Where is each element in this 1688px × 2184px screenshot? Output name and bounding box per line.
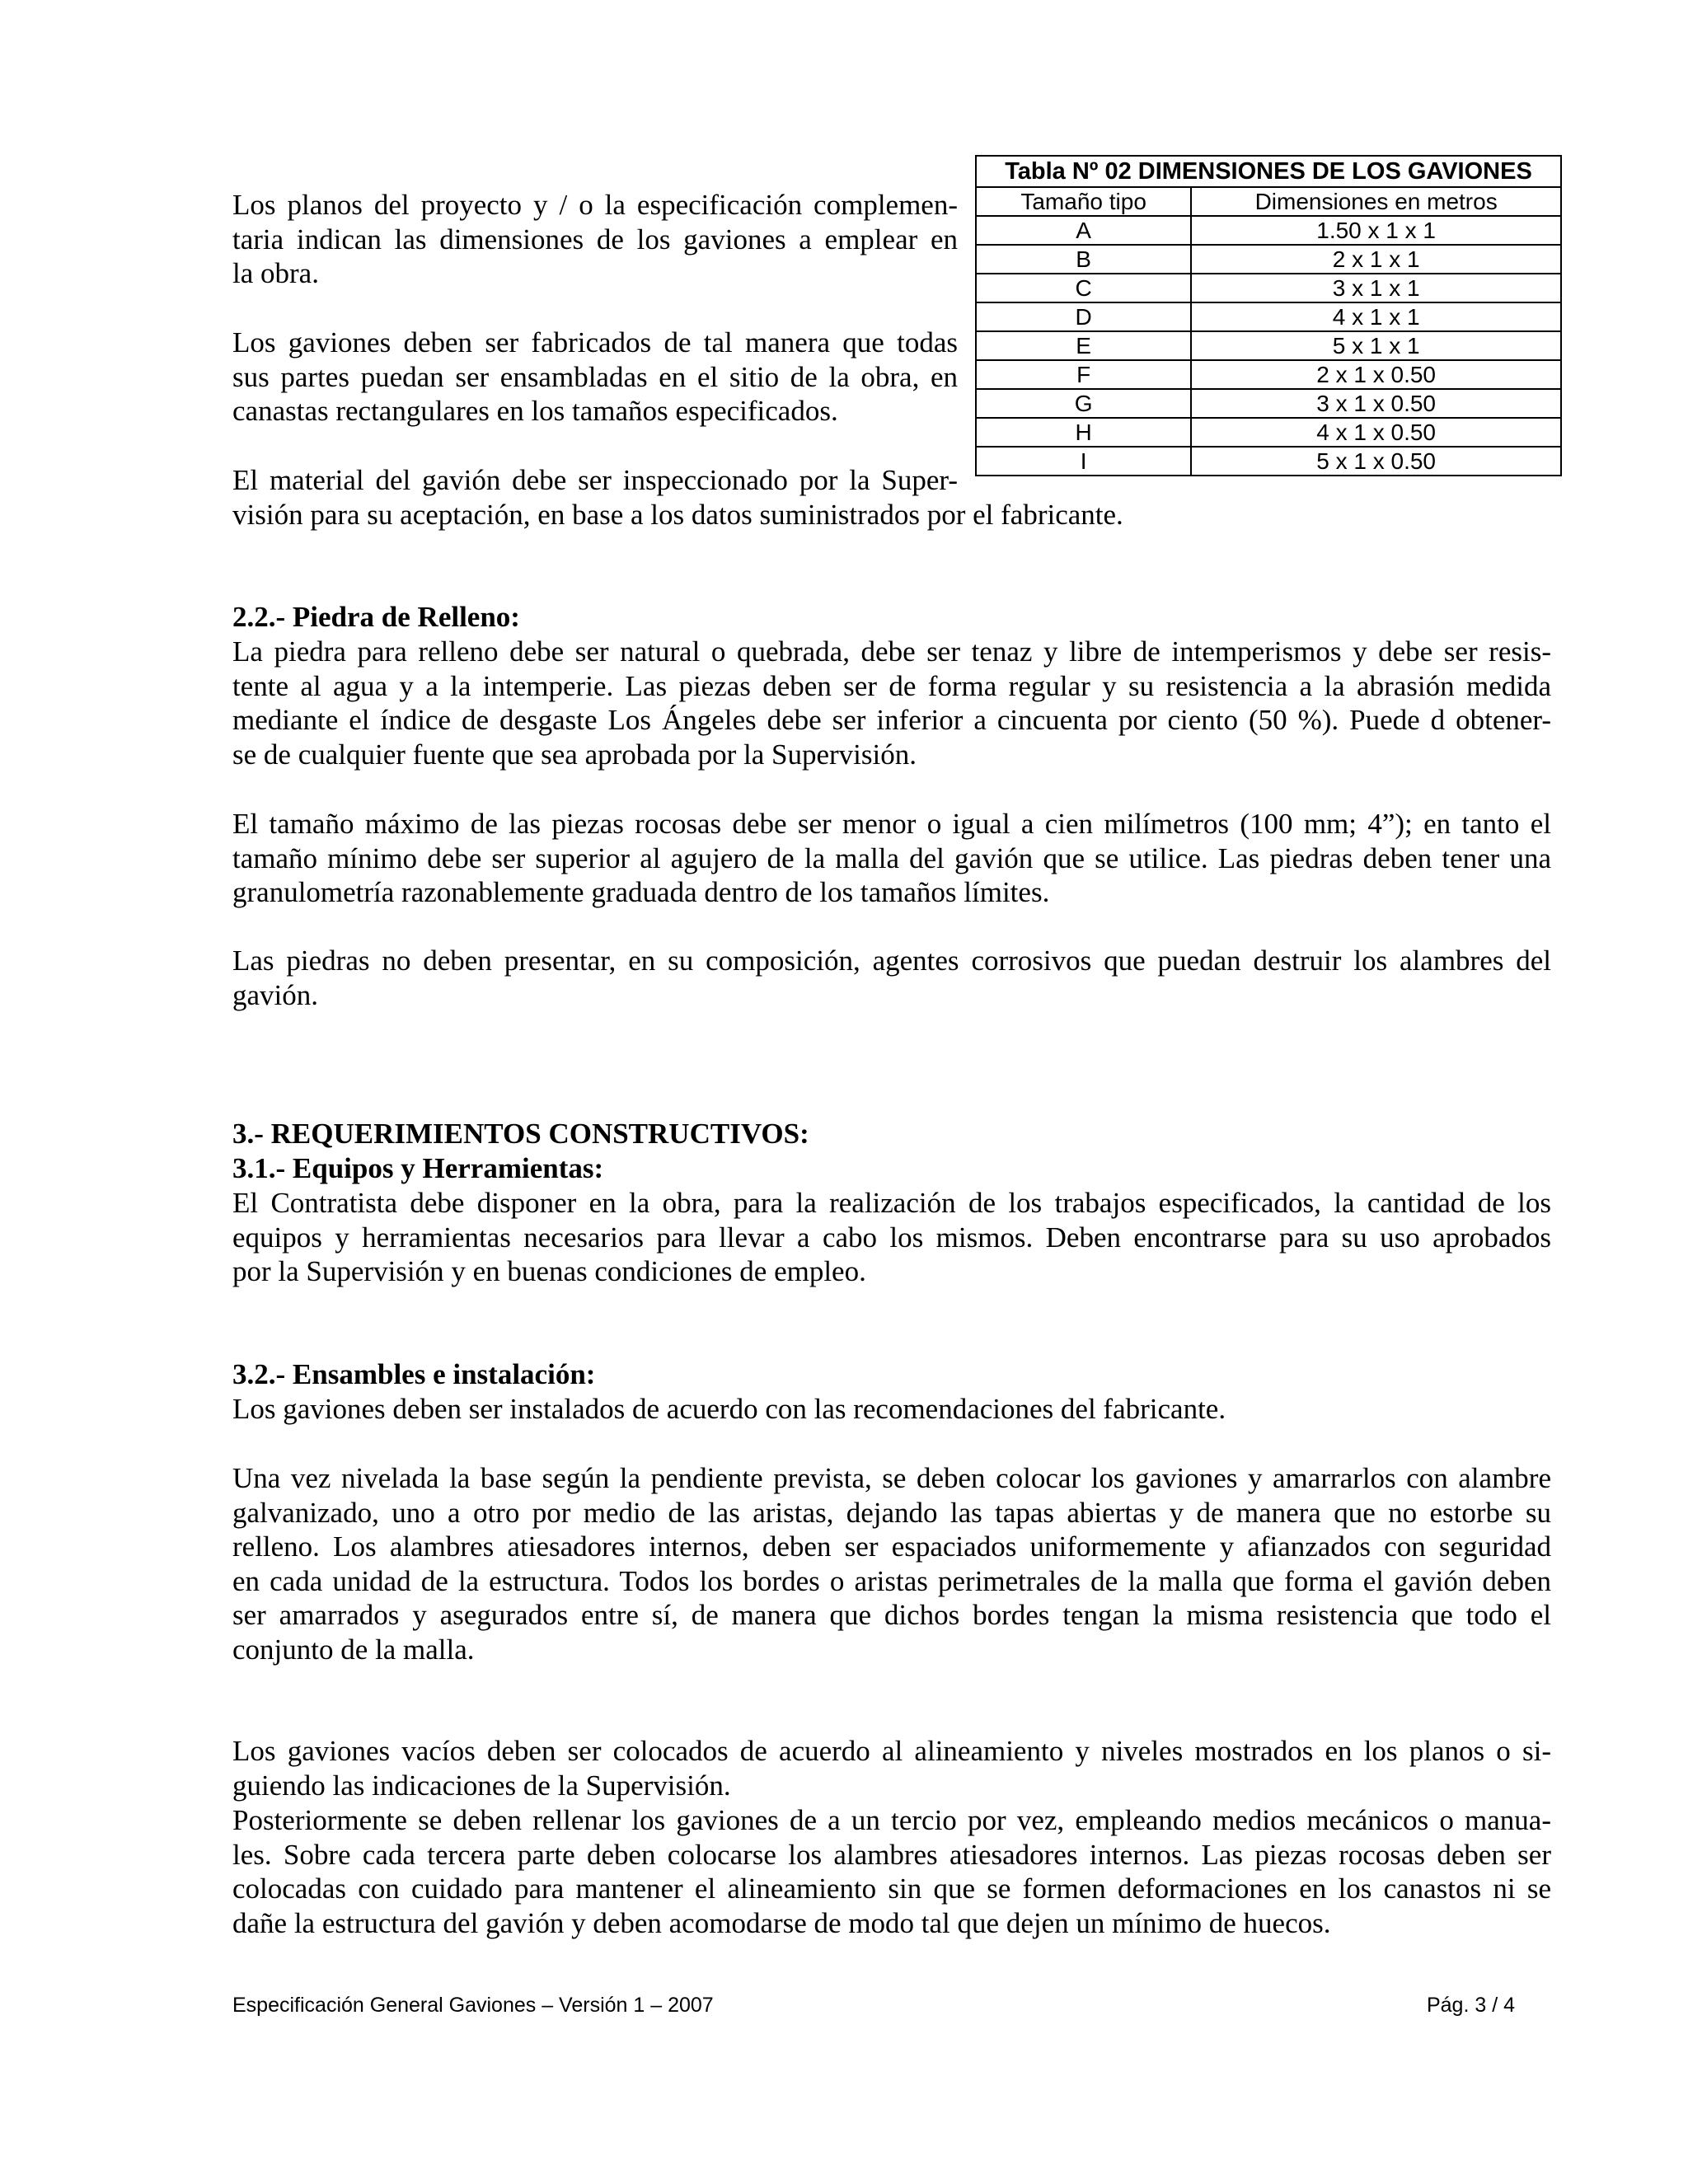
text-line: Las piedras no deben presentar, en su composición, agentes corrosivos que puedan destruir los alambres del <box>232 944 1551 977</box>
text-line: conjunto de la malla. <box>232 1633 475 1666</box>
text-line: La piedra para relleno debe ser natural o quebrada, debe ser tenaz y libre de intemperismos y debe ser resis- <box>232 635 1551 668</box>
dimensions-table <box>975 155 1562 476</box>
text-line: ser amarrados y asegurados entre sí, de manera que dichos bordes tengan la misma resistencia que todo el <box>232 1599 1551 1632</box>
table-cell: C <box>976 274 1191 302</box>
table-cell: 3 x 1 x 1 <box>1191 274 1561 302</box>
table-cell: D <box>976 302 1191 331</box>
table-cell: G <box>976 389 1191 418</box>
table-row <box>976 302 1561 331</box>
table-cell: 2 x 1 x 1 <box>1191 245 1561 274</box>
text-line: El material del gavión debe ser inspeccionado por la Super- <box>232 464 958 496</box>
table-row <box>976 418 1561 447</box>
text-line: visión para su aceptación, en base a los datos suministrados por el fabricante. <box>232 498 1123 531</box>
text-line: les. Sobre cada tercera parte deben colocarse los alambres atiesadores internos. Las piezas rocosas deben ser <box>232 1838 1551 1871</box>
text-line: tamaño mínimo debe ser superior al agujero de la malla del gavión que se utilice. Las piedras deben tener una <box>232 841 1551 874</box>
text-line: colocadas con cuidado para mantener el alineamiento sin que se formen deformaciones en los canastos ni se <box>232 1872 1551 1905</box>
s22-paragraph-3 <box>232 944 1551 1012</box>
text-line: Los gaviones deben ser fabricados de tal manera que todas <box>232 326 958 359</box>
table-cell: 4 x 1 x 0.50 <box>1191 418 1561 447</box>
table-cell: H <box>976 418 1191 447</box>
text-line: Los planos del proyecto y / o la especificación complemen- <box>232 189 958 221</box>
text-line: taria indican las dimensiones de los gaviones a emplear en <box>232 223 958 255</box>
text-line: se de cualquier fuente que sea aprobada por la Supervisión. <box>232 738 917 771</box>
text-line: Una vez nivelada la base según la pendiente prevista, se deben colocar los gaviones y amarrarlos con alambre <box>232 1462 1551 1494</box>
table-row <box>976 245 1561 274</box>
s22-paragraph-2 <box>232 807 1551 910</box>
section-3-1-heading: 3.1.- Equipos y Herramientas: <box>232 1152 604 1184</box>
table-row <box>976 331 1561 360</box>
section-2-2-heading: 2.2.- Piedra de Relleno: <box>232 601 520 633</box>
table-caption-row <box>976 156 1561 187</box>
text-line: dañe la estructura del gavión y deben acomodarse de modo tal que dejen un mínimo de huecos. <box>232 1906 1331 1939</box>
table-row <box>976 360 1561 389</box>
intro-paragraph-2 <box>232 326 958 429</box>
table-row <box>976 216 1561 245</box>
intro-paragraph-3 <box>232 463 1551 532</box>
text-line: Posteriormente se deben rellenar los gaviones de a un tercio por vez, empleando medios mecánicos o manua- <box>232 1804 1551 1836</box>
s32-paragraph-1 <box>232 1392 1551 1427</box>
s22-paragraph-1 <box>232 635 1551 771</box>
table-cell: 1.50 x 1 x 1 <box>1191 216 1561 245</box>
text-line: gavión. <box>232 978 319 1011</box>
text-line: granulometría razonablemente graduada dentro de los tamaños límites. <box>232 876 1050 909</box>
table-cell: A <box>976 216 1191 245</box>
text-line: equipos y herramientas necesarios para llevar a cabo los mismos. Deben encontrarse para su uso aprobados <box>232 1221 1551 1254</box>
text-line: galvanizado, uno a otro por medio de las aristas, dejando las tapas abiertas y de manera que no estorbe su <box>232 1496 1551 1529</box>
table-cell: B <box>976 245 1191 274</box>
text-line: en cada unidad de la estructura. Todos los bordes o aristas perimetrales de la malla que forma el gavión deben <box>232 1564 1551 1597</box>
table-caption: Tabla Nº 02 DIMENSIONES DE LOS GAVIONES <box>976 156 1561 187</box>
text-line: canastas rectangulares en los tamaños especificados. <box>232 395 838 428</box>
table-row <box>976 389 1561 418</box>
s31-paragraph-1 <box>232 1186 1551 1289</box>
footer-document-title: Especificación General Gaviones – Versión 1 – 2007 <box>232 1994 714 2017</box>
table-row <box>976 274 1561 302</box>
table-cell: I <box>976 447 1191 476</box>
s32-paragraph-4 <box>232 1803 1551 1940</box>
table-header-dimensions: Dimensiones en metros <box>1191 187 1561 216</box>
text-line: tente al agua y a la intemperie. Las piezas deben ser de forma regular y su resistencia a la abrasión medida <box>232 669 1551 702</box>
text-line: por la Supervisión y en buenas condiciones de empleo. <box>232 1255 866 1288</box>
text-line: sus partes puedan ser ensambladas en el sitio de la obra, en <box>232 360 958 393</box>
s32-paragraph-3 <box>232 1734 1551 1802</box>
section-3-heading: 3.- REQUERIMIENTOS CONSTRUCTIVOS: <box>232 1118 809 1150</box>
text-line: El Contratista debe disponer en la obra, para la realización de los trabajos especificados, la cantidad de los <box>232 1187 1551 1219</box>
text-line: El tamaño máximo de las piezas rocosas debe ser menor o igual a cien milímetros (100 mm; 4”); en tanto el <box>232 808 1551 840</box>
table-cell: 5 x 1 x 0.50 <box>1191 447 1561 476</box>
table-cell: F <box>976 360 1191 389</box>
text-line: relleno. Los alambres atiesadores internos, deben ser espaciados uniformemente y afianzados con seguridad <box>232 1530 1551 1563</box>
table-header-size: Tamaño tipo <box>976 187 1191 216</box>
text-line: guiendo las indicaciones de la Supervisión. <box>232 1769 731 1802</box>
text-line: Los gaviones vacíos deben ser colocados de acuerdo al alineamiento y niveles mostrados en los planos o si- <box>232 1735 1551 1767</box>
table-cell: 4 x 1 x 1 <box>1191 302 1561 331</box>
table-cell: 3 x 1 x 0.50 <box>1191 389 1561 418</box>
table-cell: 5 x 1 x 1 <box>1191 331 1561 360</box>
text-line: Los gaviones deben ser instalados de acuerdo con las recomendaciones del fabricante. <box>232 1393 1226 1425</box>
footer-page-number: Pág. 3 / 4 <box>1426 1994 1515 2017</box>
table-cell: 2 x 1 x 0.50 <box>1191 360 1561 389</box>
s32-paragraph-2 <box>232 1461 1551 1667</box>
text-line: mediante el índice de desgaste Los Ángeles debe ser inferior a cincuenta por ciento (50 %). Puede d obtener- <box>232 704 1551 737</box>
text-line: la obra. <box>232 257 319 290</box>
intro-paragraph-1 <box>232 188 958 291</box>
table-cell: E <box>976 331 1191 360</box>
table-header-row <box>976 187 1561 216</box>
section-3-2-heading: 3.2.- Ensambles e instalación: <box>232 1358 596 1390</box>
